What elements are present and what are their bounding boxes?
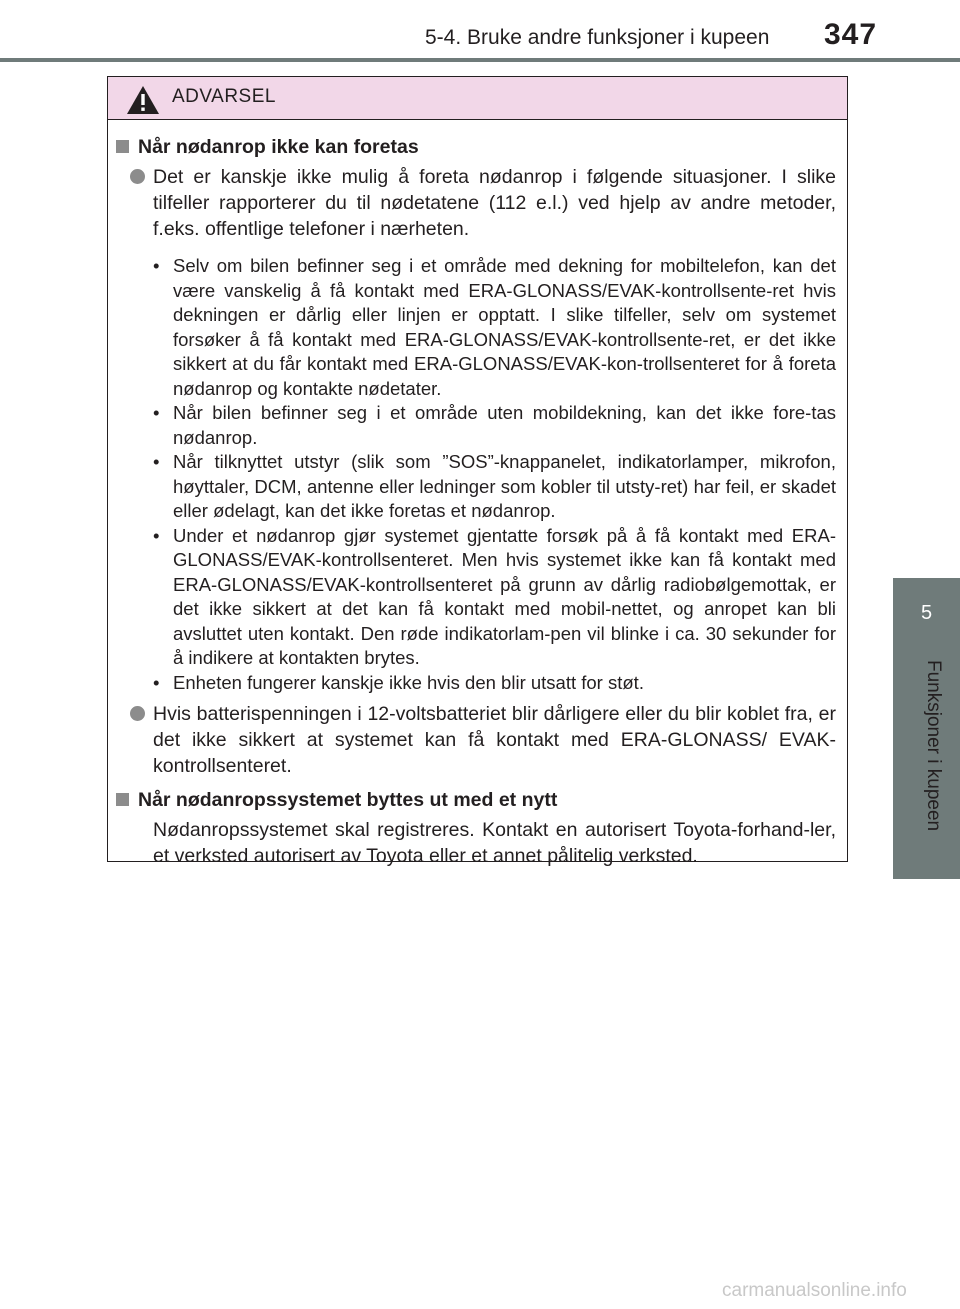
section-heading bbox=[116, 787, 836, 813]
section-heading bbox=[116, 134, 836, 160]
warning-body bbox=[108, 120, 847, 869]
warning-label: ADVARSEL bbox=[172, 86, 276, 107]
list-item: • Under et nødanrop gjør systemet gjentatte forsøk på å få kontakt med ERA-GLONASS/EVAK-kontrollsenteret. Men hvis systemet ikke kan få kontakt med ERA-GLONASS/EVAK-kontrollsenteret på grunn av dårlig radiobølgemottak, er det ikke sikkert at det kan få kontakt med mobil-nettet, og anropet kan bli avsluttet uten kontakt. Den røde indikatorlam-pen vil blinke i ca. 30 sekunder for å indikere at kontakten brytes. bbox=[153, 524, 836, 668]
list-item-text: Selv om bilen befinner seg i et område med dekning for mobiltelefon, kan det være vanskelig å få kontakt med ERA-GLONASS/EVAK-kontrollsente-ret hvis dekningen er dårlig eller linjen er opptatt. I slike tilfeller, selv om systemet forsøker å få kontakt med ERA-GLONASS/EVAK-kontrollsente-ret, er det ikke sikkert at du får kontakt med ERA-GLONASS/EVAK-kon-trollsenteret for å foreta nødanrop og kontakte nødetater. bbox=[173, 255, 836, 399]
section-title: 5-4. Bruke andre funksjoner i kupeen bbox=[425, 26, 770, 49]
list-item-text: Under et nødanrop gjør systemet gjentatte forsøk på å få kontakt med ERA-GLONASS/EVAK-kontrollsenteret. Men hvis systemet ikke kan få kontakt med ERA-GLONASS/EVAK-kontrollsenteret på grunn av dårlig radiobølgemottak, er det ikke sikkert at det kan få kontakt med mobil-nettet, og anropet kan bli avsluttet uten kontakt. Den røde indikatorlam-pen vil blinke i ca. 30 sekunder for å indikere at kontakten brytes. bbox=[173, 524, 836, 668]
list-item-text: Når tilknyttet utstyr (slik som ”SOS”-knappanelet, indikatorlamper, mikrofon, høyttaler, DCM, antenne eller ledninger som kobler til utsty-ret) har feil, er skadet eller ødelagt, kan det ikke foretas et nødanrop. bbox=[173, 451, 836, 521]
page-number: 347 bbox=[824, 18, 878, 51]
circle-item bbox=[116, 164, 836, 242]
circle-item-text: Hvis batterispenningen i 12-voltsbatteriet blir dårligere eller du blir koblet fra, er det ikke sikkert at systemet kan få kontakt med ERA-GLONASS/ EVAK-kontrollsenteret. bbox=[153, 703, 836, 777]
warning-header bbox=[108, 77, 847, 120]
circle-bullet-icon bbox=[130, 706, 145, 721]
watermark: carmanualsonline.info bbox=[722, 1280, 907, 1301]
square-bullet-icon bbox=[116, 140, 129, 153]
list-item-text: Når bilen befinner seg i et område uten mobildekning, kan det ikke fore-tas nødanrop. bbox=[173, 402, 836, 448]
bullet-list bbox=[116, 254, 836, 695]
warning-triangle-icon bbox=[126, 85, 160, 115]
list-item: • Selv om bilen befinner seg i et område med dekning for mobiltelefon, kan det være vanskelig å få kontakt med ERA-GLONASS/EVAK-kontrollsente-ret hvis dekningen er dårlig eller linjen er opptatt. I slike tilfeller, selv om systemet forsøker å få kontakt med ERA-GLONASS/EVAK-kontrollsente-ret, er det ikke sikkert at du får kontakt med ERA-GLONASS/EVAK-kon-trollsenteret for å foreta nødanrop og kontakte nødetater. bbox=[153, 255, 836, 399]
paragraph: Nødanropssystemet skal registreres. Kontakt en autorisert Toyota-forhand-ler, et verksted autorisert av Toyota eller et annet pålitelig verksted. bbox=[153, 819, 836, 867]
list-item: • Når bilen befinner seg i et område uten mobildekning, kan det ikke fore-tas nødanrop. bbox=[153, 402, 836, 448]
circle-bullet-icon bbox=[130, 169, 145, 184]
list-item: • Når tilknyttet utstyr (slik som ”SOS”-knappanelet, indikatorlamper, mikrofon, høyttaler, DCM, antenne eller ledninger som kobler til utsty-ret) har feil, er skadet eller ødelagt, kan det ikke foretas et nødanrop. bbox=[153, 451, 836, 521]
circle-item-text: Det er kanskje ikke mulig å foreta nødanrop i følgende situasjoner. I slike tilfeller rapporterer du til nødetatene (112 e.l.) ved hjelp av andre metoder, f.eks. offentlige telefoner i nærheten. bbox=[153, 166, 836, 240]
chapter-number: 5 bbox=[920, 602, 933, 624]
circle-item bbox=[116, 701, 836, 779]
chapter-label: Funksjoner i kupeen bbox=[923, 660, 944, 832]
warning-box bbox=[107, 76, 848, 867]
list-item: • Enheten fungerer kanskje ikke hvis den blir utsatt for støt. bbox=[153, 671, 644, 693]
list-item-text: Enheten fungerer kanskje ikke hvis den blir utsatt for støt. bbox=[173, 671, 644, 693]
square-bullet-icon bbox=[116, 793, 129, 806]
section-heading-text: Når nødanrop ikke kan foretas bbox=[138, 136, 419, 158]
header-rule bbox=[0, 58, 960, 62]
section-heading-text: Når nødanropssystemet byttes ut med et nytt bbox=[138, 789, 558, 811]
